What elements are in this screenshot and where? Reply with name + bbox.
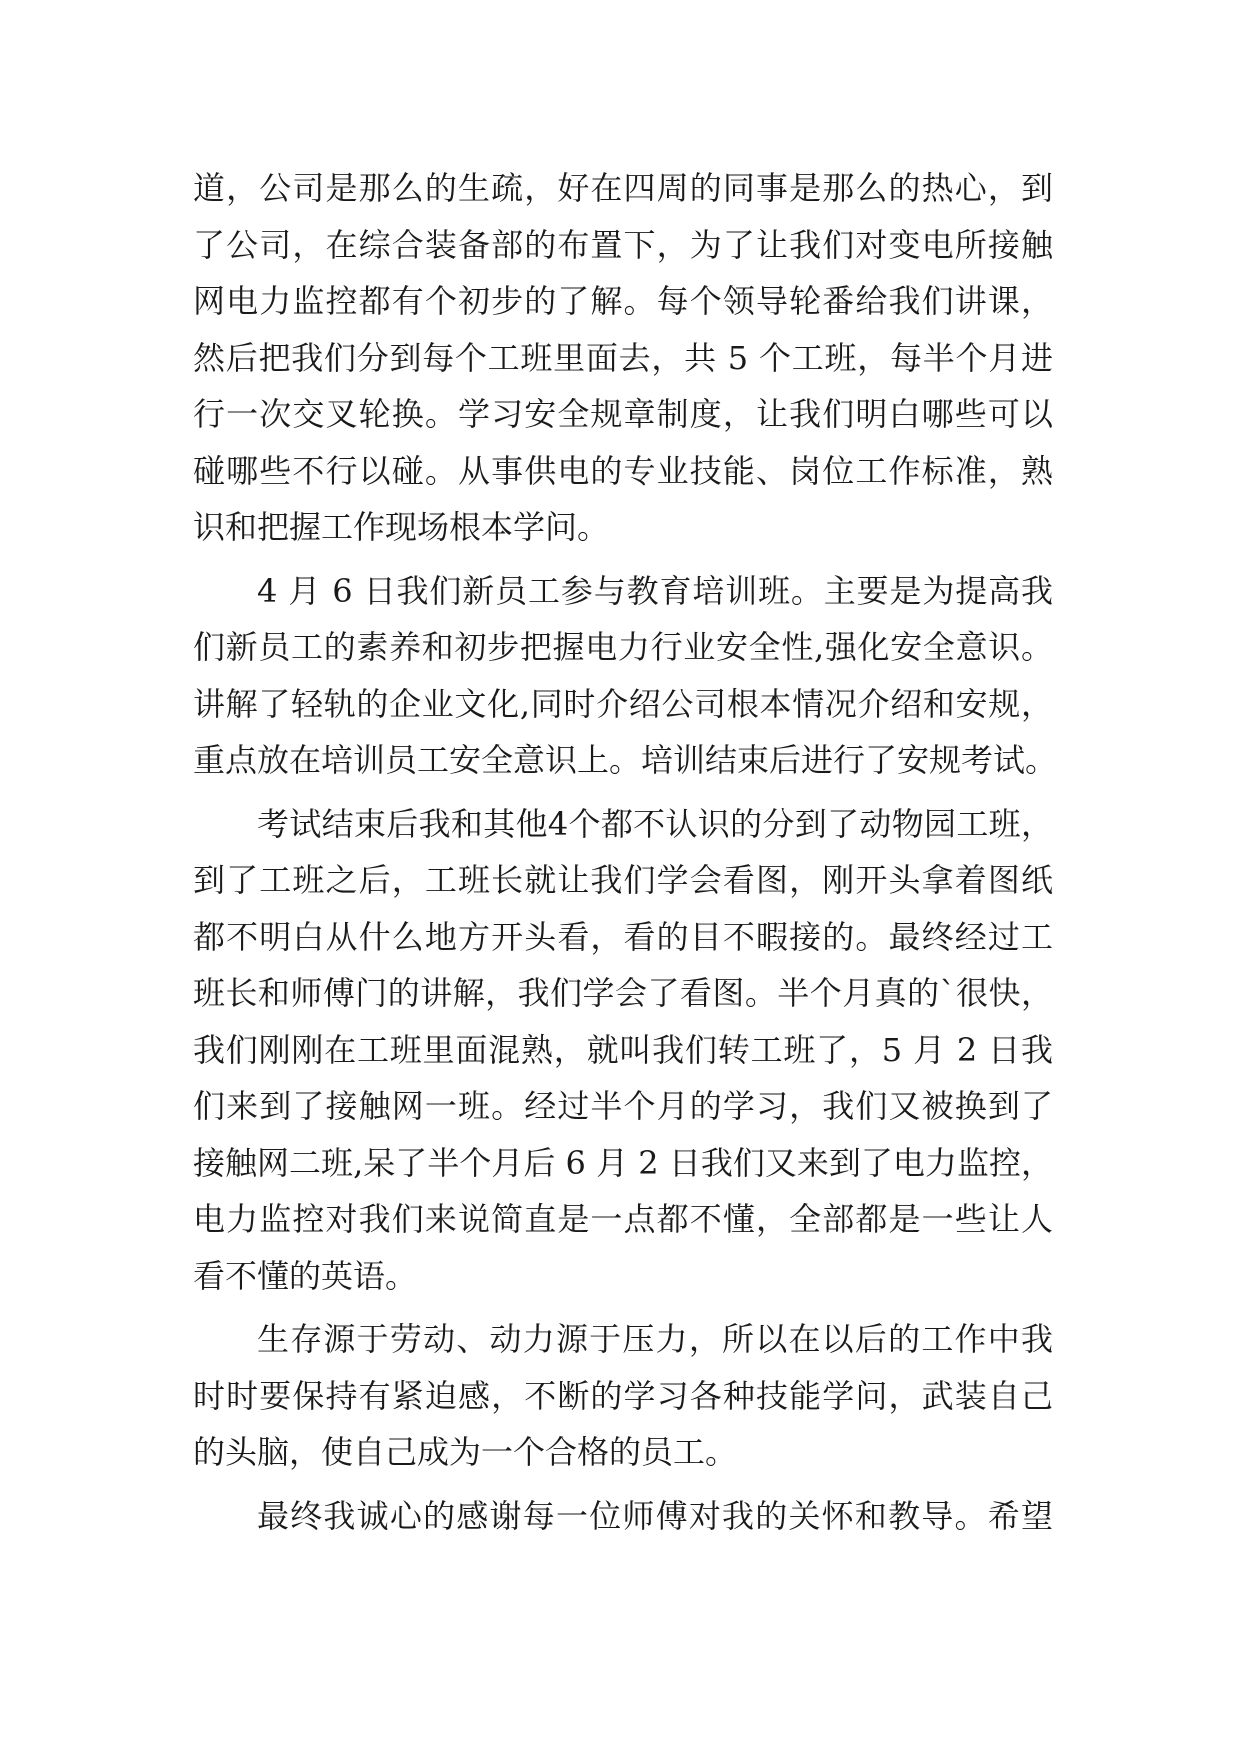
text-line: 都不明白从什么地方开头看，看的目不暇接的。最终经过工 — [193, 917, 1053, 956]
text-line: 时时要保持有紧迫感，不断的学习各种技能学问，武装自己 — [193, 1376, 1053, 1415]
text-line: 然后把我们分到每个工班里面去，共 5 个工班，每半个月进 — [193, 338, 1053, 377]
text-line: 讲解了轻轨的企业文化,同时介绍公司根本情况介绍和安规， — [193, 684, 1053, 723]
paragraph-5 — [193, 1488, 1053, 1545]
text-line: 接触网二班,呆了半个月后 6 月 2 日我们又来到了电力监控， — [193, 1143, 1053, 1182]
text-line: 碰哪些不行以碰。从事供电的专业技能、岗位工作标准，熟 — [193, 451, 1053, 490]
text-line: 电力监控对我们来说简直是一点都不懂，全部都是一些让人 — [193, 1200, 1053, 1238]
text-line: 行一次交叉轮换。学习安全规章制度，让我们明白哪些可以 — [193, 395, 1053, 433]
paragraph-4 — [193, 1311, 1053, 1481]
text-line: 最终我诚心的感谢每一位师傅对我的关怀和教导。希望 — [257, 1496, 1053, 1535]
text-line: 4 月 6 日我们新员工参与教育培训班。主要是为提高我 — [257, 571, 1053, 610]
text-line: 考试结束后我和其他4个都不认识的分到了动物园工班， — [257, 804, 1053, 843]
paragraph-3 — [193, 796, 1053, 1305]
text-line: 我们刚刚在工班里面混熟，就叫我们转工班了，5 月 2 日我 — [193, 1030, 1053, 1069]
text-line: 的头脑，使自己成为一个合格的员工。 — [193, 1433, 738, 1471]
text-line: 道，公司是那么的生疏，好在四周的同事是那么的热心，到 — [193, 169, 1053, 207]
text-line: 看不懂的英语。 — [193, 1256, 418, 1295]
paragraph-2 — [193, 563, 1058, 789]
text-line: 了公司，在综合装备部的布置下，为了让我们对变电所接触 — [193, 225, 1053, 264]
text-line: 们新员工的素养和初步把握电力行业安全性,强化安全意识。 — [193, 628, 1053, 666]
text-line: 网电力监控都有个初步的了解。每个领导轮番给我们讲课， — [193, 282, 1053, 320]
text-line: 班长和师傅门的讲解，我们学会了看图。半个月真的`很快， — [193, 974, 1053, 1012]
body-text — [193, 160, 1058, 1544]
text-line: 识和把握工作现场根本学问。 — [193, 508, 610, 546]
text-line: 重点放在培训员工安全意识上。培训结束后进行了安规考试。 — [193, 741, 1058, 779]
text-line: 生存源于劳动、动力源于压力，所以在以后的工作中我 — [257, 1320, 1053, 1358]
text-line: 们来到了接触网一班。经过半个月的学习，我们又被换到了 — [193, 1087, 1053, 1125]
paragraph-1 — [193, 160, 1053, 556]
text-line: 到了工班之后，工班长就让我们学会看图，刚开头拿着图纸 — [193, 861, 1053, 899]
